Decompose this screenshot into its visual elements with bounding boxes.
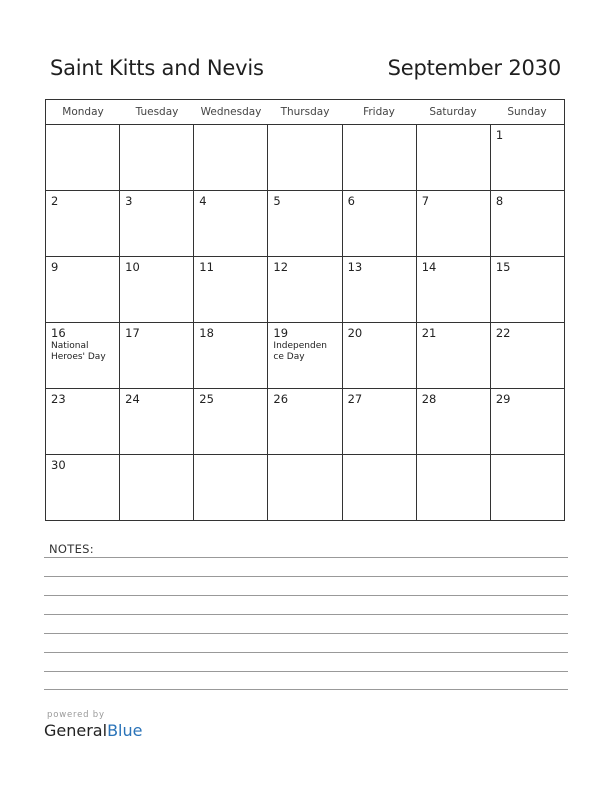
day-cell <box>120 389 194 454</box>
calendar-grid <box>45 99 565 521</box>
day-number: 10 <box>125 260 140 274</box>
weekday-thursday: Thursday <box>280 106 330 118</box>
weekday-sunday: Sunday <box>507 106 547 118</box>
holiday-label: National Heroes' Day <box>51 341 106 362</box>
day-number: 2 <box>51 194 59 208</box>
day-number: 1 <box>495 128 504 142</box>
day-cell <box>268 389 342 454</box>
day-cell <box>343 125 417 190</box>
day-number: 16 <box>51 326 66 340</box>
day-cell <box>194 125 268 190</box>
day-cell <box>268 455 342 520</box>
day-number: 11 <box>199 260 214 274</box>
month-year-title: September 2030 <box>387 56 561 80</box>
day-cell <box>194 257 268 322</box>
day-cell <box>343 455 417 520</box>
day-cell <box>343 323 417 388</box>
day-number: 6 <box>347 194 355 208</box>
brand-general: General <box>44 721 108 740</box>
day-cell <box>194 455 268 520</box>
week-row <box>46 323 564 389</box>
country-title: Saint Kitts and Nevis <box>50 56 264 80</box>
day-number: 24 <box>125 392 140 406</box>
day-cell <box>343 257 417 322</box>
day-number: 22 <box>495 326 511 340</box>
day-cell <box>194 191 268 256</box>
day-cell <box>491 257 564 322</box>
week-row <box>46 125 564 191</box>
note-line <box>44 576 568 577</box>
day-number: 27 <box>347 392 363 406</box>
day-number: 17 <box>125 326 140 340</box>
day-number: 18 <box>199 326 214 340</box>
day-cell <box>417 389 491 454</box>
week-row <box>46 455 564 520</box>
notes-label: NOTES: <box>49 542 94 556</box>
weekday-wednesday: Wednesday <box>200 106 262 118</box>
day-cell <box>120 257 194 322</box>
week-row <box>46 191 564 257</box>
day-cell <box>194 323 268 388</box>
day-cell <box>491 389 564 454</box>
day-number: 29 <box>495 392 511 406</box>
day-number: 8 <box>495 194 504 208</box>
day-number: 12 <box>273 260 289 274</box>
day-cell <box>417 455 491 520</box>
day-number: 7 <box>421 194 430 208</box>
day-number: 26 <box>273 392 289 406</box>
calendar-weeks <box>46 125 564 520</box>
weekday-saturday: Saturday <box>429 106 477 118</box>
holiday-label: Independen ce Day <box>273 341 327 362</box>
day-cell <box>491 455 564 520</box>
day-number: 14 <box>421 260 437 274</box>
day-cell <box>491 191 564 256</box>
day-cell <box>268 125 342 190</box>
day-cell <box>343 389 417 454</box>
day-cell <box>268 323 342 388</box>
day-number: 30 <box>51 458 66 472</box>
day-cell <box>268 257 342 322</box>
weekday-tuesday: Tuesday <box>135 106 179 118</box>
note-line <box>44 614 568 615</box>
week-row <box>46 257 564 323</box>
day-cell <box>46 323 120 388</box>
day-number: 4 <box>199 194 207 208</box>
day-cell <box>491 125 564 190</box>
day-number: 20 <box>347 326 363 340</box>
weekday-friday: Friday <box>363 106 395 118</box>
day-number: 21 <box>421 326 437 340</box>
day-cell <box>343 191 417 256</box>
note-line <box>44 595 568 596</box>
day-cell <box>46 455 120 520</box>
day-cell <box>120 191 194 256</box>
day-number: 15 <box>495 260 511 274</box>
day-cell <box>268 191 342 256</box>
note-line <box>44 652 568 653</box>
note-line <box>44 689 568 690</box>
day-number: 19 <box>273 326 289 340</box>
day-cell <box>417 125 491 190</box>
note-line <box>44 633 568 634</box>
weekday-monday: Monday <box>62 106 104 118</box>
day-cell <box>120 125 194 190</box>
day-cell <box>417 191 491 256</box>
day-cell <box>120 323 194 388</box>
note-line <box>44 671 568 672</box>
brand-blue: Blue <box>107 721 143 740</box>
week-row <box>46 389 564 455</box>
day-cell <box>417 257 491 322</box>
note-line <box>44 557 568 558</box>
weekday-header-row <box>46 100 564 125</box>
day-number: 13 <box>347 260 363 274</box>
day-cell <box>46 389 120 454</box>
day-cell <box>417 323 491 388</box>
day-number: 3 <box>125 194 133 208</box>
brand-logo <box>44 721 142 740</box>
day-cell <box>120 455 194 520</box>
day-cell <box>46 191 120 256</box>
day-number: 25 <box>199 392 214 406</box>
day-cell <box>194 389 268 454</box>
day-number: 9 <box>51 260 59 274</box>
day-number: 23 <box>51 392 66 406</box>
day-cell <box>491 323 564 388</box>
day-number: 28 <box>421 392 437 406</box>
day-cell <box>46 257 120 322</box>
day-cell <box>46 125 120 190</box>
day-number: 5 <box>273 194 281 208</box>
powered-by-text: powered by <box>47 710 105 720</box>
